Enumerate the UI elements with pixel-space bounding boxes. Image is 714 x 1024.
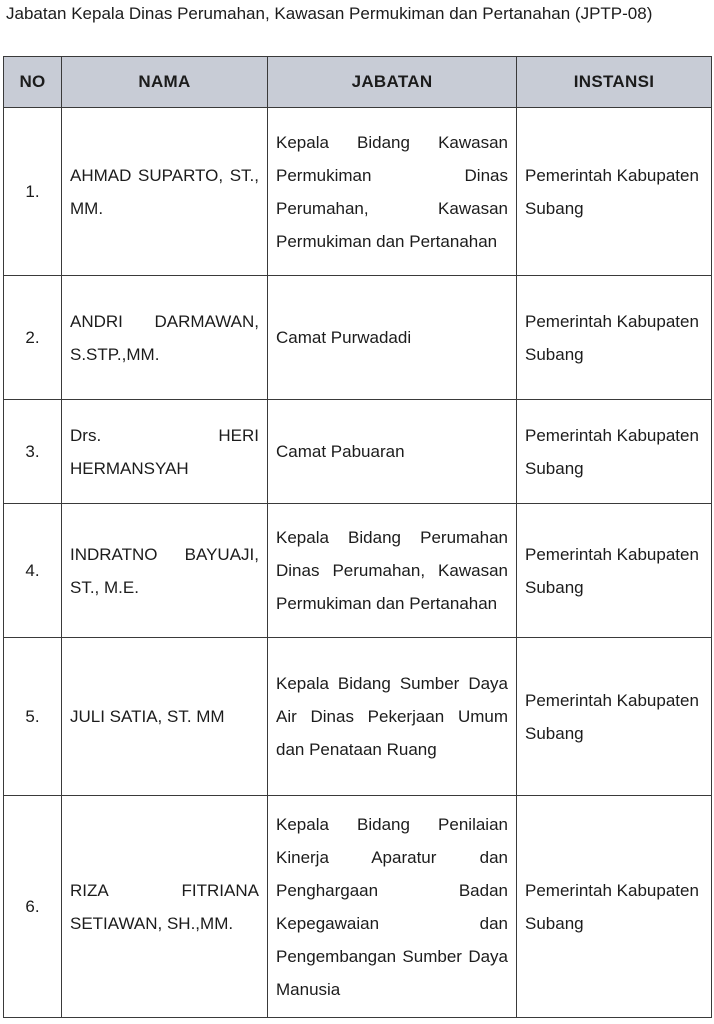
cell-instansi: Pemerintah Kabupaten Subang [517, 108, 712, 276]
cell-nama: AHMAD SUPARTO, ST., MM. [62, 108, 268, 276]
cell-jabatan: Kepala Bidang Sumber Daya Air Dinas Pekerjaan Umum dan Penataan Ruang [268, 638, 517, 796]
cell-instansi: Pemerintah Kabupaten Subang [517, 400, 712, 504]
cell-no: 4. [4, 504, 62, 638]
cell-nama: INDRATNO BAYUAJI, ST., M.E. [62, 504, 268, 638]
cell-jabatan: Camat Purwadadi [268, 276, 517, 400]
table-header-row [4, 57, 712, 108]
header-no: NO [4, 57, 62, 108]
cell-no: 5. [4, 638, 62, 796]
table-row [4, 108, 712, 276]
table-row [4, 638, 712, 796]
table-row [4, 276, 712, 400]
cell-nama: ANDRI DARMAWAN, S.STP.,MM. [62, 276, 268, 400]
document-heading: Jabatan Kepala Dinas Perumahan, Kawasan Permukiman dan Pertanahan (JPTP-08) [6, 4, 653, 23]
header-instansi: INSTANSI [517, 57, 712, 108]
table-row [4, 400, 712, 504]
cell-no: 1. [4, 108, 62, 276]
cell-instansi: Pemerintah Kabupaten Subang [517, 276, 712, 400]
cell-instansi: Pemerintah Kabupaten Subang [517, 504, 712, 638]
cell-no: 6. [4, 796, 62, 1018]
cell-nama: RIZA FITRIANA SETIAWAN, SH.,MM. [62, 796, 268, 1018]
cell-no: 3. [4, 400, 62, 504]
cell-instansi: Pemerintah Kabupaten Subang [517, 796, 712, 1018]
header-nama: NAMA [62, 57, 268, 108]
table-row [4, 796, 712, 1018]
table-row [4, 504, 712, 638]
cell-jabatan: Kepala Bidang Kawasan Permukiman Dinas Perumahan, Kawasan Permukiman dan Pertanahan [268, 108, 517, 276]
cell-instansi: Pemerintah Kabupaten Subang [517, 638, 712, 796]
candidate-table [3, 56, 712, 1018]
cell-jabatan: Camat Pabuaran [268, 400, 517, 504]
cell-jabatan: Kepala Bidang Penilaian Kinerja Aparatur dan Penghargaan Badan Kepegawaian dan Pengembangan Sumber Daya Manusia [268, 796, 517, 1018]
header-jabatan: JABATAN [268, 57, 517, 108]
cell-jabatan: Kepala Bidang Perumahan Dinas Perumahan, Kawasan Permukiman dan Pertanahan [268, 504, 517, 638]
cell-nama: Drs. HERI HERMANSYAH [62, 400, 268, 504]
cell-no: 2. [4, 276, 62, 400]
cell-nama: JULI SATIA, ST. MM [62, 638, 268, 796]
